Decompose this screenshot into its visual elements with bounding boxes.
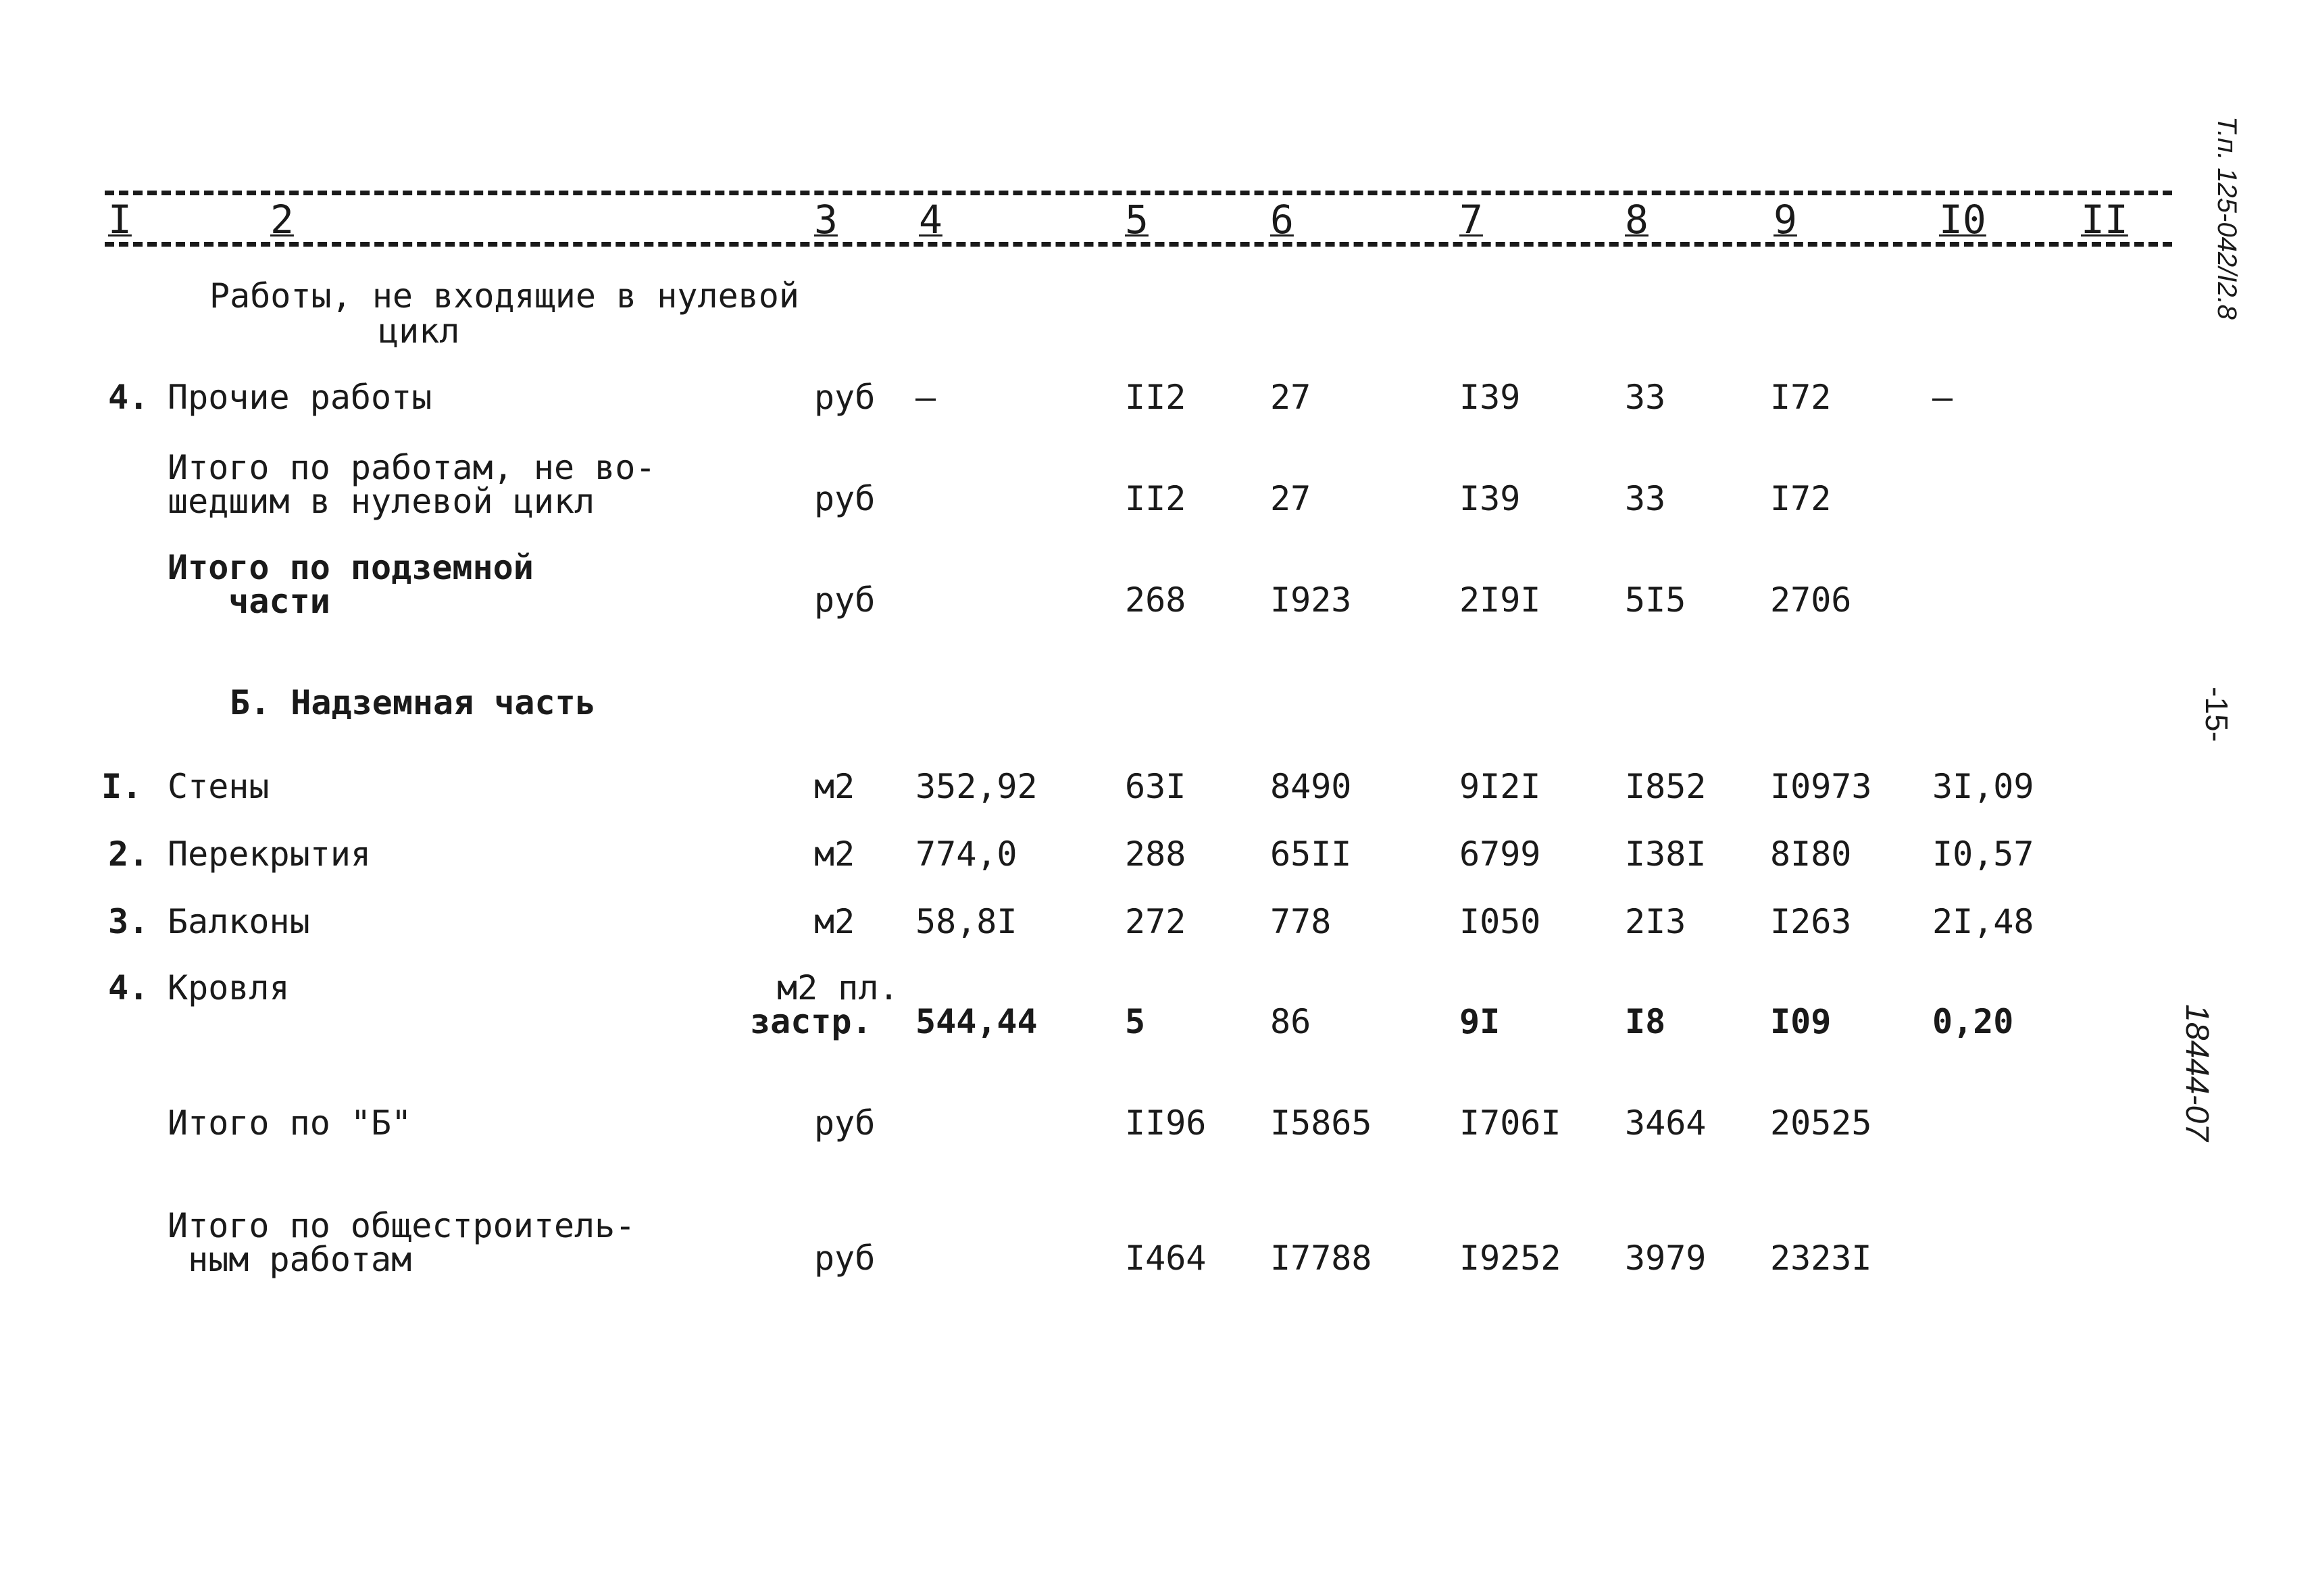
row-name-cont: шедшим в нулевой цикл: [168, 482, 595, 521]
margin-doc-code: Т.п. 125-042/I2.8: [2211, 116, 2242, 320]
row-name: Прочие работы: [168, 378, 432, 417]
cell-col-5: 288: [1125, 834, 1186, 874]
cell-col-8: 3464: [1625, 1103, 1707, 1143]
cell-col-6: 65II: [1270, 834, 1352, 874]
cell-col-10: 2I,48: [1932, 902, 2034, 941]
header-col-5: 5: [1125, 197, 1149, 243]
cell-col-7: 9I: [1459, 1002, 1501, 1041]
cell-col-9: I09: [1770, 1002, 1832, 1041]
row-number: 4.: [108, 968, 149, 1007]
cell-col-10: 0,20: [1932, 1002, 2014, 1041]
header-col-3: 3: [814, 197, 838, 243]
header-col-1: I: [108, 197, 132, 243]
row-name: Итого по общестроитель-: [168, 1206, 636, 1245]
cell-col-6: I5865: [1270, 1103, 1372, 1143]
cell-col-9: 2706: [1770, 580, 1852, 620]
row-number: I.: [101, 767, 143, 806]
cell-col-9: 8I80: [1770, 834, 1852, 874]
cell-col-10: –: [1932, 378, 1953, 417]
cell-col-5: 268: [1125, 580, 1186, 620]
row-unit-cont: застр.: [750, 1002, 872, 1041]
cell-col-7: I706I: [1459, 1103, 1561, 1143]
cell-col-9: I72: [1770, 378, 1832, 417]
row-name: Итого по "Б": [168, 1103, 412, 1143]
row-unit: м2: [814, 834, 855, 874]
cell-col-5: II2: [1125, 378, 1186, 417]
cell-col-8: 33: [1625, 378, 1666, 417]
header-col-9: 9: [1774, 197, 1797, 243]
row-name: Перекрытия: [168, 834, 372, 874]
row-name: Кровля: [168, 968, 290, 1007]
cell-col-10: I0,57: [1932, 834, 2034, 874]
cell-col-4: 352,92: [915, 767, 1038, 806]
row-name: Итого по подземной: [168, 548, 534, 587]
cell-col-7: 9I2I: [1459, 767, 1541, 806]
cell-col-5: 63I: [1125, 767, 1186, 806]
header-col-4: 4: [919, 197, 942, 243]
margin-page-number: -15-: [2198, 687, 2234, 742]
margin-archive-number: 18444-07: [2178, 1004, 2215, 1141]
cell-col-8: 2I3: [1625, 902, 1686, 941]
cell-col-9: I0973: [1770, 767, 1872, 806]
cell-col-9: I263: [1770, 902, 1852, 941]
cell-col-8: 33: [1625, 479, 1666, 518]
cell-col-4: 58,8I: [915, 902, 1017, 941]
cell-col-6: I923: [1270, 580, 1352, 620]
cell-col-9: I72: [1770, 479, 1832, 518]
cell-col-4: –: [915, 378, 936, 417]
cell-col-9: 20525: [1770, 1103, 1872, 1143]
cell-col-7: I050: [1459, 902, 1541, 941]
cell-col-6: 778: [1270, 902, 1332, 941]
section-zero-title-cont: цикл: [378, 311, 460, 351]
row-unit: руб: [814, 1103, 876, 1143]
cell-col-6: I7788: [1270, 1239, 1372, 1278]
cell-col-7: 2I9I: [1459, 580, 1541, 620]
row-number: 4.: [108, 378, 149, 417]
row-unit: руб: [814, 1239, 876, 1278]
header-col-6: 6: [1270, 197, 1294, 243]
header-col-10: I0: [1939, 197, 1986, 243]
cell-col-6: 86: [1270, 1002, 1311, 1041]
cell-col-6: 8490: [1270, 767, 1352, 806]
row-name-cont: части: [168, 582, 330, 621]
row-name: Итого по работам, не во-: [168, 448, 656, 487]
cell-col-10: 3I,09: [1932, 767, 2034, 806]
row-unit: руб: [814, 580, 876, 620]
header-col-8: 8: [1625, 197, 1649, 243]
cell-col-5: 5: [1125, 1002, 1146, 1041]
row-name: Балконы: [168, 902, 310, 941]
section-b-title: Б. Надземная часть: [230, 683, 596, 722]
row-unit: м2: [814, 767, 855, 806]
section-zero-title: Работы, не входящие в нулевой: [209, 276, 799, 316]
cell-col-7: 6799: [1459, 834, 1541, 874]
row-unit: м2 пл.: [777, 968, 899, 1007]
cell-col-9: 2323I: [1770, 1239, 1872, 1278]
cell-col-6: 27: [1270, 378, 1311, 417]
cell-col-8: 3979: [1625, 1239, 1707, 1278]
row-number: 2.: [108, 834, 149, 874]
cell-col-7: I39: [1459, 479, 1521, 518]
header-col-2: 2: [270, 197, 294, 243]
header-top-rule: [105, 191, 2172, 195]
cell-col-4: 544,44: [915, 1002, 1038, 1041]
cell-col-8: I8: [1625, 1002, 1666, 1041]
header-col-11: II: [2081, 197, 2128, 243]
row-unit: руб: [814, 479, 876, 518]
row-number: 3.: [108, 902, 149, 941]
cell-col-5: II2: [1125, 479, 1186, 518]
cell-col-7: I39: [1459, 378, 1521, 417]
row-unit: м2: [814, 902, 855, 941]
row-name-cont: ным работам: [168, 1240, 412, 1279]
cell-col-5: 272: [1125, 902, 1186, 941]
cell-col-5: I464: [1125, 1239, 1207, 1278]
header-bottom-rule: [105, 242, 2172, 247]
row-unit: руб: [814, 378, 876, 417]
cell-col-8: I38I: [1625, 834, 1707, 874]
cell-col-7: I9252: [1459, 1239, 1561, 1278]
cell-col-5: II96: [1125, 1103, 1207, 1143]
cell-col-8: 5I5: [1625, 580, 1686, 620]
cell-col-6: 27: [1270, 479, 1311, 518]
cell-col-4: 774,0: [915, 834, 1017, 874]
row-name: Стены: [168, 767, 270, 806]
header-col-7: 7: [1459, 197, 1483, 243]
cell-col-8: I852: [1625, 767, 1707, 806]
